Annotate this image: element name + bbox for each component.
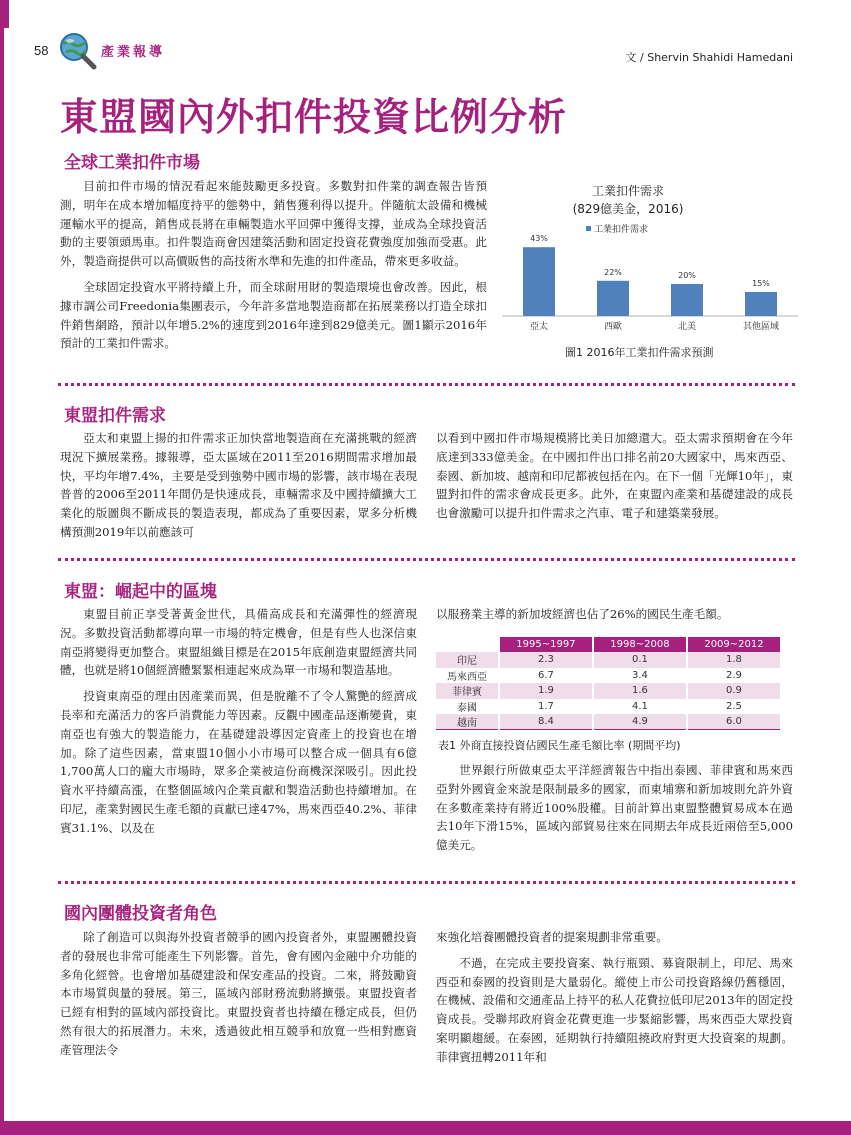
table-cell: 8.4: [499, 714, 593, 730]
section-divider: [58, 881, 795, 884]
section-body-asean-rising-right-top: [436, 605, 793, 631]
table-cell-country: 泰國: [436, 699, 499, 715]
chart-subtitle: (829億美金，2016): [572, 202, 684, 216]
table-caption: 表1 外商直接投資佔國民生產毛額比率 (期間平均): [438, 739, 681, 752]
chart-data-label: 15%: [752, 279, 770, 288]
section-body-asean-demand-right: [436, 429, 793, 530]
table-header-cell: 1998~2008: [593, 637, 687, 652]
paragraph: 亞太和東盟上揚的扣件需求正加快當地製造商在充滿挑戰的經濟現況下擴展業務。據報導，亞太區域在2011至2016期間需求增加最快，平均年增7.4%，主要是受到強勢中國市場的影響，該市場在表現普普的2006至2011年間仍是快速成長，車輛需求及中國持續擴大工業化的版圖與不斷成長的製造表現，都成為了重要因素，眾多分析機構預測2019年以前應該可: [60, 431, 417, 539]
table-cell-country: 越南: [436, 714, 499, 730]
chart-category-label: 北美: [677, 322, 697, 332]
section-body-group-investors-right: [436, 928, 793, 1074]
chart-category-label: 亞太: [529, 322, 549, 332]
section-divider: [58, 383, 795, 386]
section-label: 產業報導: [101, 45, 166, 60]
chart-data-label: 43%: [530, 234, 548, 244]
fdi-table: [436, 637, 782, 730]
section-body-global-market: [60, 177, 487, 360]
table-header-cell: [436, 637, 499, 652]
article-title: 東盟國內外扣件投資比例分析: [60, 95, 568, 139]
chart-data-label: 20%: [678, 271, 696, 280]
chart-bar: [523, 247, 555, 316]
table-cell: 1.9: [499, 683, 593, 699]
chart-bar: [671, 284, 703, 316]
paragraph: 全球固定投資水平將持續上升，而全球耐用財的製造環境也會改善。因此，根據市調公司Freedonia集團表示，今年許多當地製造商都在拓展業務以打造全球扣件銷售網路，預計以年增5.2%的速度到2016年達到829億美元。圖1顯示2016年預計的工業扣件需求。: [60, 279, 487, 351]
paragraph: 東盟目前正享受著黃金世代，具備高成長和充滿彈性的經濟現況。多數投資活動都導向單一市場的特定機會，但是有些人也深信東南亞將變得更加整合。東盟組織目標是在2015年底創造東盟經濟共同體，也就是將10個經濟體緊緊相連起來成為單一市場和製造基地。: [60, 607, 417, 678]
chart-caption: 圖1 2016年工業扣件需求預測: [565, 346, 714, 359]
section-body-asean-demand-left: [60, 429, 417, 549]
table-cell-country: 印尼: [436, 652, 499, 668]
table-cell: 0.9: [687, 683, 781, 699]
section-body-asean-rising-right-bottom: [436, 761, 793, 862]
section-divider: [58, 558, 795, 561]
table-cell: 6.7: [499, 668, 593, 684]
section-heading-asean-demand: 東盟扣件需求: [64, 406, 166, 426]
globe-magnifier-icon: [57, 30, 97, 70]
section-heading-global-market: 全球工業扣件市場: [64, 153, 200, 173]
table-cell: 4.1: [593, 699, 687, 715]
author-byline: 文 / Shervin Shahidi Hamedani: [625, 51, 793, 64]
section-heading-asean-rising: 東盟：崛起中的區塊: [64, 582, 217, 602]
table-cell: 2.9: [687, 668, 781, 684]
paragraph: 不過，在完成主要投資案、執行瓶頸、募資限制上，印尼、馬來西亞和泰國的投資則是大量弱化。縱使上市公司投資路線仍舊穩固，在機械、設備和交通產品上持平的私人花費拉低印尼2013年的固定投資成長。受聯邦政府資金花費更進一步緊縮影響，馬來西亞大眾投資案明顯趨緩。在泰國，延期執行持續阻撓政府對更大投資案的規劃。菲律賓扭轉2011年和: [436, 955, 793, 1064]
chart-bar: [745, 292, 777, 316]
sidebar-accent-top: [0, 0, 9, 28]
sidebar-accent-line: [0, 28, 4, 1135]
table-cell: 4.9: [593, 714, 687, 730]
chart-category-label: 西歐: [603, 322, 623, 332]
chart-bar: [597, 281, 629, 316]
table-cell: 6.0: [687, 714, 781, 730]
table-cell: 2.5: [687, 699, 781, 715]
table-cell: 3.4: [593, 668, 687, 684]
paragraph: 以看到中國扣件市場規模將比美日加總還大。亞太需求預期會在今年底達到333億美金。在中國扣件出口排名前20大國家中，馬來西亞、泰國、新加坡、越南和印尼都被包括在內。在下一個「光輝10年」，東盟對扣件的需求會成長更多。此外，在東盟內產業和基礎建設的成長也會激勵可以提升扣件需求之汽車、電子和建築業發展。: [436, 431, 793, 521]
table-cell: 1.8: [687, 652, 781, 668]
paragraph: 世界銀行所做東亞太平洋經濟報告中指出泰國、菲律賓和馬來西亞對外國資金來說是限制最多的國家，而東埔寨和新加坡則允許外資在多數產業持有將近100%股權。目前計算出東盟整體貿易成本在過去10年下滑15%，區域內部貿易往來在同期去年成長近兩倍至5,000億美元。: [436, 763, 793, 853]
paragraph: 目前扣件市場的情況看起來能鼓勵更多投資。多數對扣件業的調查報告皆預測，明年在成本增加幅度持平的態勢中，銷售獲利得以提升。伴隨航太設備和機械運輸水平的提高，銷售成長將在車輛製造水平回彈中獲得支撐，並成為全球投資活動的主要領頭馬車。扣件製造商會因建築活動和固定投資花費強度加強而受惠。此外，製造商提供可以高價販售的高技術水準和先進的扣件產品，帶來更多收益。: [60, 179, 487, 269]
table-header-cell: 1995~1997: [499, 637, 593, 652]
paragraph: 投資東南亞的理由因產業而異，但是脫離不了令人驚艷的經濟成長率和充滿活力的客戶消費能力等因素。反觀中國產品逐漸變貴，東南亞也有強大的製造能力，在基礎建設導因定資產上的投資也在增加。除了這些因素，當東盟10個小小市場可以整合成一個具有6億1,700萬人口的龐大市場時，眾多企業被這份商機深深吸引。因此投資水平持續高漲，在整個區域內企業貢獻和製造活動也持續增加。在印尼，產業對國民生產毛額的貢獻已達47%，馬來西亞40.2%、菲律賓31.1%、以及在: [60, 689, 417, 835]
chart-category-label: 其他區域: [742, 322, 780, 332]
table-cell: 0.1: [593, 652, 687, 668]
table-cell: 1.7: [499, 699, 593, 715]
table-row: [436, 699, 781, 715]
table-cell-country: 馬來西亞: [436, 668, 499, 684]
bar-chart: [498, 178, 803, 368]
chart-title: 工業扣件需求: [591, 184, 664, 198]
chart-plot: [498, 178, 803, 368]
section-heading-group-investors: 國內團體投資者角色: [64, 904, 217, 924]
paragraph: 以服務業主導的新加坡經濟也佔了26%的國民生產毛額。: [436, 607, 729, 621]
chart-data-label: 22%: [604, 267, 622, 277]
legend-label: 工業扣件需求: [594, 225, 649, 235]
section-body-asean-rising-left: [60, 605, 417, 845]
table-row: [436, 652, 781, 668]
table-cell: 2.3: [499, 652, 593, 668]
table-header-cell: 2009~2012: [687, 637, 781, 652]
section-body-group-investors-left: [60, 928, 417, 1067]
page-number: 58: [34, 43, 49, 58]
paragraph: 除了創造可以與海外投資者競爭的國內投資者外，東盟團體投資者的發展也非常可能產生下列影響。首先，會有國內金融中介功能的多角化經營。也會增加基礎建設和保安產品的投資。二來，將鼓勵資本市場質與量的發展。第三，區域內部財務流動將擴張。東盟投資者已經有相對的區域內部投資比。東盟投資者也持續在穩定成長，但仍然有很大的拓展潛力。未來，透過彼此相互競爭和放寬一些相對應資產管理法令: [60, 930, 417, 1057]
paragraph: 來強化培養團體投資者的提案規劃非常重要。: [436, 930, 668, 944]
table-row: [436, 714, 781, 730]
table-row: [436, 668, 781, 684]
table-row: [436, 683, 781, 699]
bottom-accent-bar: [0, 1121, 851, 1135]
table-cell: 1.6: [593, 683, 687, 699]
table-header-row: [436, 637, 781, 652]
table-cell-country: 菲律賓: [436, 683, 499, 699]
